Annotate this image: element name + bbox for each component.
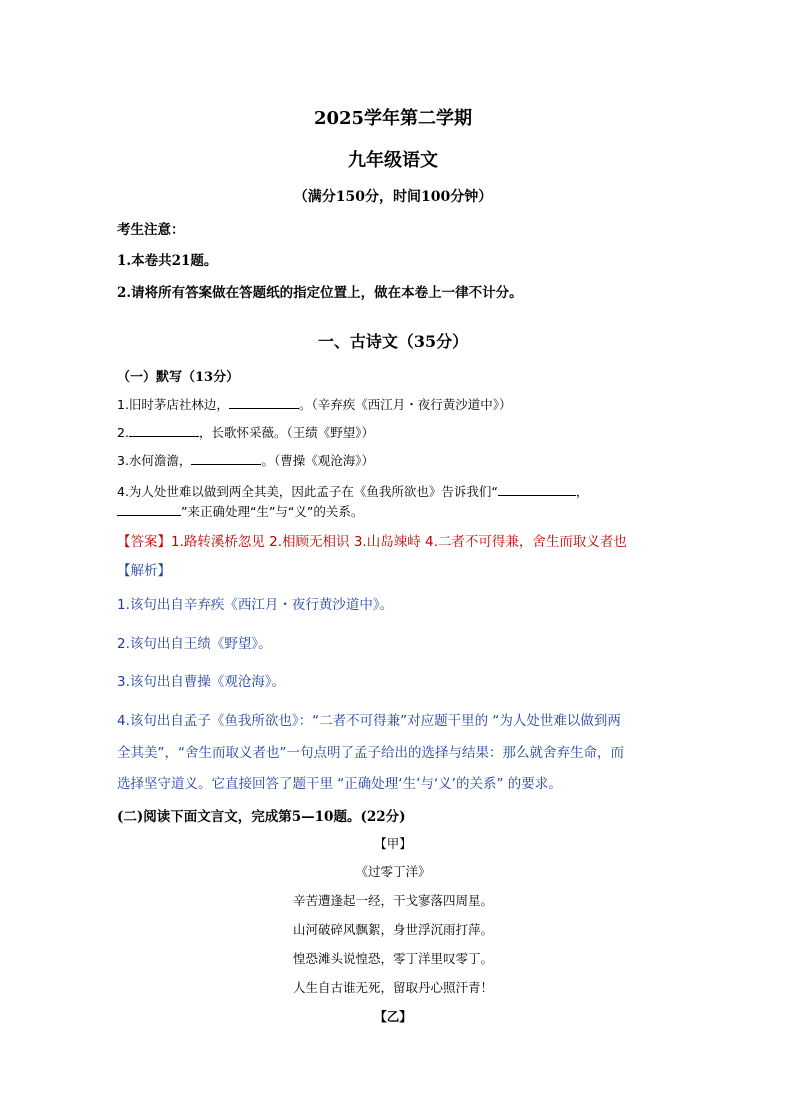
question-3-suffix: 。（曹操《观沧海》） <box>261 453 374 468</box>
poem-line: 辛苦遭逢起一经，干戈寥落四周星。 <box>292 893 493 908</box>
answer-blank <box>229 396 299 409</box>
answer-blank <box>117 503 181 516</box>
explanation-4-line-3: 选择坚守道义。它直接回答了题干里 “正确处理‘生’与‘义’的关系” 的要求。 <box>117 776 562 792</box>
explanation-4-line-1: 4.该句出自孟子《鱼我所欲也》：“二者不可得兼”对应题干里的 “为人处世难以做到两 <box>117 713 621 729</box>
poem-label-jia: 【甲】 <box>374 836 412 851</box>
explanation-4-line-2: 全其美”，“舍生而取义者也”一句点明了孟子给出的选择与结果：那么就舍弃生命，而 <box>117 745 624 761</box>
question-2-suffix: ，长歌怀采薇。（王绩《野望》） <box>198 425 374 440</box>
answer-text: 1.路转溪桥忽见 2.相顾无相识 3.山岛竦峙 4.二者不可得兼，舍生而取义者也 <box>171 534 627 550</box>
answer-blank <box>129 424 199 437</box>
explanation-1: 1.该句出自辛弃疾《西江月・夜行黄沙道中》。 <box>117 597 394 613</box>
exam-term: 2025学年第二学期 <box>313 108 473 129</box>
notice-item-2: 2.请将所有答案做在答题纸的指定位置上，做在本卷上一律不计分。 <box>117 285 523 301</box>
analysis-label: 【解析】 <box>117 563 171 579</box>
question-4-suffix: ”来正确处理“生”与“义”的关系。 <box>181 504 364 519</box>
question-3-prefix: 3.水何澹澹， <box>117 453 192 468</box>
question-2-prefix: 2. <box>117 425 129 440</box>
exam-subject: 九年级语文 <box>348 150 438 171</box>
answer-row <box>117 530 627 550</box>
question-4-line-1 <box>117 482 588 500</box>
question-1-suffix: 。（辛弃疾《西江月・夜行黄沙道中》） <box>298 397 512 412</box>
poem-label-yi: 【乙】 <box>374 1009 412 1024</box>
part2-title: (二)阅读下面文言文，完成第5—10题。(22分) <box>117 809 406 825</box>
question-4-comma: ， <box>575 484 589 499</box>
question-4-line-2 <box>117 502 363 520</box>
poem-line: 惶恐滩头说惶恐，零丁洋里叹零丁。 <box>292 951 493 966</box>
poem-line: 人生自古谁无死，留取丹心照汗青！ <box>292 980 493 995</box>
answer-blank <box>498 483 576 496</box>
poem-line: 山河破碎风飘絮，身世浮沉雨打萍。 <box>292 922 493 937</box>
section-title: 一、古诗文（35分） <box>317 332 469 351</box>
answer-label: 【答案】 <box>117 534 171 550</box>
poem-title: 《过零丁洋》 <box>355 864 431 879</box>
question-3 <box>117 451 374 469</box>
part1-title: （一）默写（13分） <box>117 370 240 385</box>
notice-title: 考生注意： <box>117 222 185 238</box>
answer-blank <box>191 452 261 465</box>
question-1-prefix: 1.旧时茅店社林边， <box>117 397 229 412</box>
exam-score-time: （满分150分，时间100分钟） <box>293 189 493 205</box>
question-4-text: 4.为人处世难以做到两全其美，因此孟子在《鱼我所欲也》告诉我们“ <box>117 484 498 499</box>
notice-item-1: 1.本卷共21题。 <box>117 253 218 269</box>
explanation-3: 3.该句出自曹操《观沧海》。 <box>117 674 286 690</box>
explanation-2: 2.该句出自王绩《野望》。 <box>117 636 272 652</box>
question-2 <box>117 423 374 441</box>
question-1 <box>117 395 511 413</box>
